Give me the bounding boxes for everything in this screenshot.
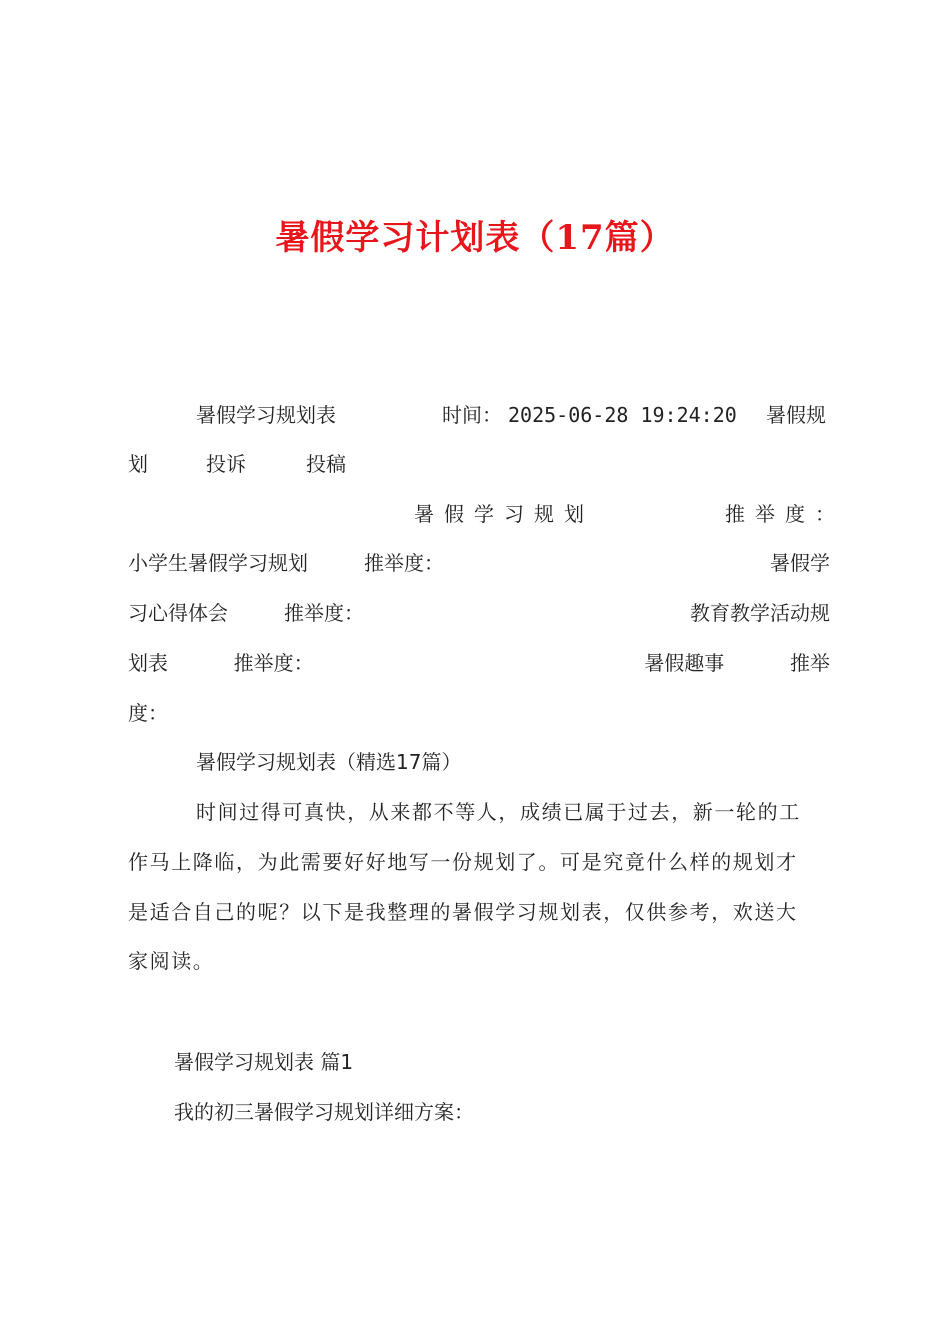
recommend-label-2: 推举度： bbox=[364, 551, 444, 575]
related-link-1[interactable]: 暑假学习规划 bbox=[414, 502, 594, 526]
meta-title: 暑假学习规划表 bbox=[196, 403, 336, 427]
intro-line-4: 家阅读。 bbox=[128, 949, 215, 973]
meta-category-part1: 暑假规 bbox=[766, 403, 826, 427]
document-title: 暑假学习计划表（17篇） bbox=[275, 218, 675, 258]
related-link-5[interactable]: 暑假趣事 bbox=[644, 651, 725, 675]
intro-line-3: 是适合自己的呢？以下是我整理的暑假学习规划表，仅供参考，欢送大 bbox=[128, 900, 798, 924]
submit-link[interactable]: 投稿 bbox=[306, 452, 346, 476]
related-link-2[interactable]: 小学生暑假学习规划 bbox=[128, 551, 308, 575]
related-link-3-part2[interactable]: 习心得体会 bbox=[128, 601, 228, 625]
meta-row-6 bbox=[128, 643, 830, 683]
meta-time-value: 2025-06-28 19:24:20 bbox=[508, 403, 737, 427]
complaint-link[interactable]: 投诉 bbox=[206, 452, 246, 476]
related-link-3-part1[interactable]: 暑假学 bbox=[770, 551, 830, 575]
recommend-label-5-part2: 度： bbox=[128, 701, 168, 725]
recommend-label-4: 推举度： bbox=[233, 651, 314, 675]
intro-line-2: 作马上降临，为此需要好好地写一份规划了。可是究竟什么样的规划才 bbox=[128, 850, 798, 874]
intro-line-1: 时间过得可真快，从来都不等人，成绩已属于过去，新一轮的工 bbox=[196, 800, 801, 824]
meta-row-5 bbox=[128, 593, 830, 633]
section-first-line: 我的初三暑假学习规划详细方案： bbox=[174, 1100, 474, 1124]
recommend-label-5-part1: 推举 bbox=[789, 651, 830, 675]
meta-row-4 bbox=[128, 543, 830, 583]
section-heading: 暑假学习规划表 篇1 bbox=[174, 1050, 354, 1074]
meta-category-part2: 划 bbox=[128, 452, 148, 476]
related-link-4-part2[interactable]: 划表 bbox=[128, 651, 168, 675]
recommend-label-3: 推举度： bbox=[284, 601, 364, 625]
meta-time-label: 时间： bbox=[442, 403, 502, 427]
article-subtitle: 暑假学习规划表（精选17篇） bbox=[196, 750, 462, 774]
related-link-4-part1[interactable]: 教育教学活动规 bbox=[690, 601, 830, 625]
recommend-label-1: 推举度： bbox=[725, 502, 845, 526]
